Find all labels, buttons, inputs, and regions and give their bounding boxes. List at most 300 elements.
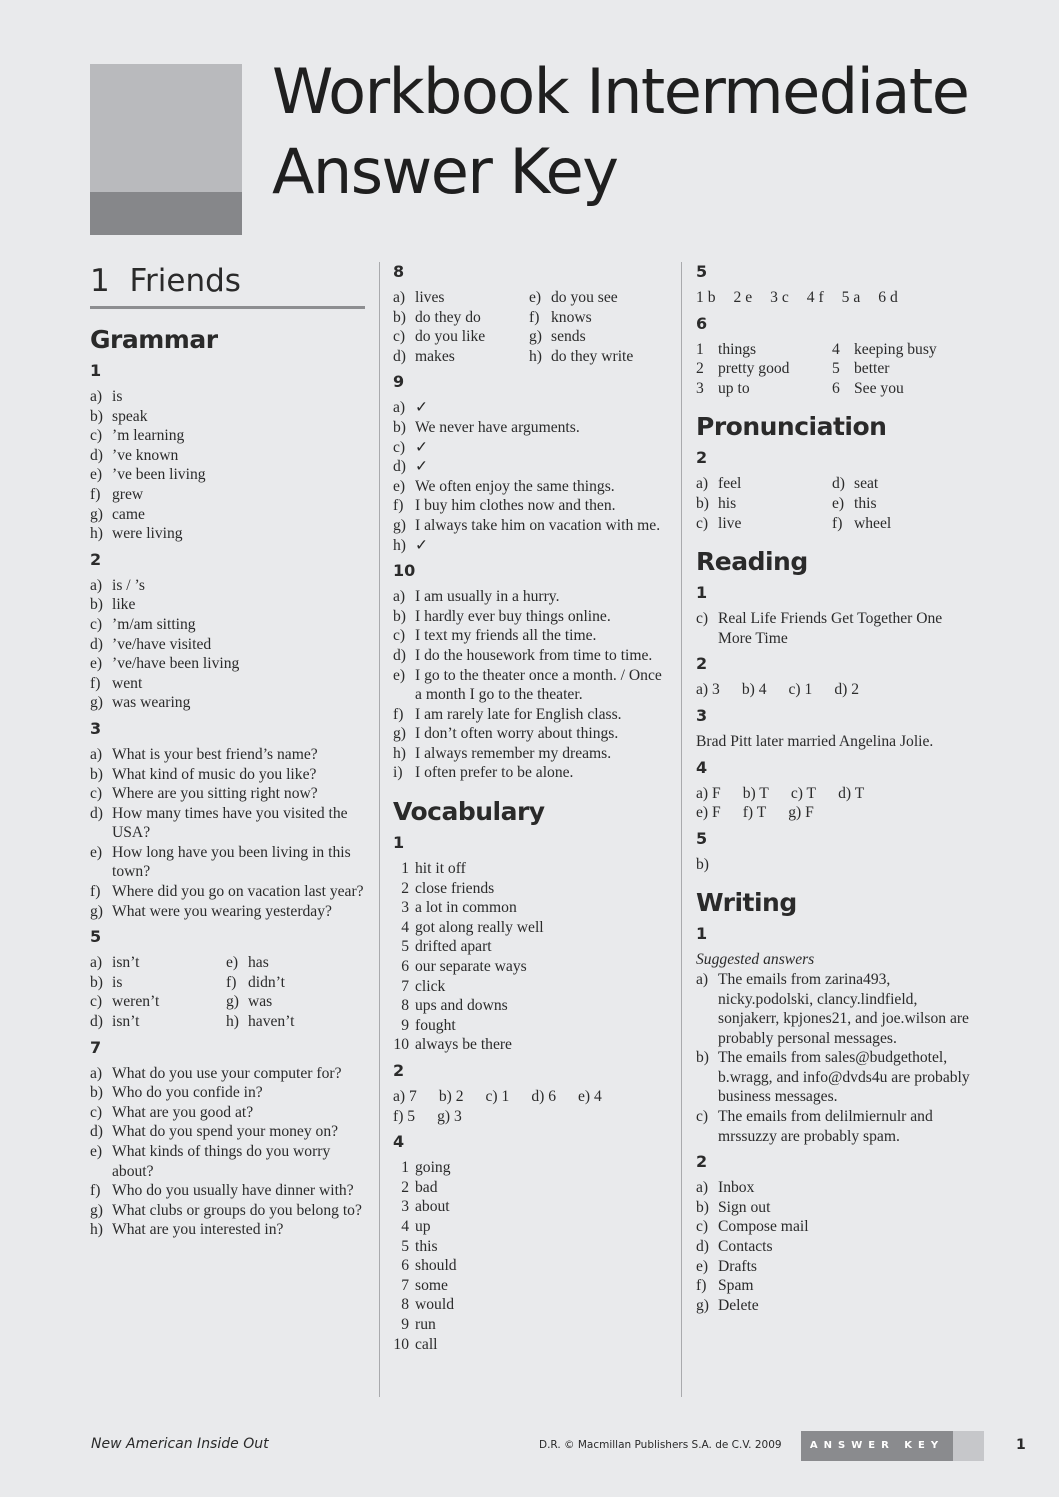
answer-item <box>393 626 671 646</box>
answer-item <box>90 992 226 1012</box>
exercise-number: 2 <box>696 654 708 674</box>
answer-text: ✓ <box>415 399 429 417</box>
answer-item <box>90 745 365 765</box>
answer-text: this <box>415 1237 438 1255</box>
answer-item <box>90 387 365 407</box>
exercise-number: 2 <box>696 448 708 468</box>
answer-label: d) <box>90 804 103 822</box>
answer-label: b) <box>90 596 103 614</box>
section-heading-writing: Writing <box>696 888 797 918</box>
answer-item <box>90 765 365 785</box>
answer-item <box>696 474 832 494</box>
answer-item <box>696 1178 976 1198</box>
answer-item <box>90 615 365 635</box>
answer-text: live <box>718 514 742 532</box>
answer-label: d) <box>90 635 103 653</box>
answer-list <box>696 1178 976 1315</box>
answer-item <box>393 763 671 783</box>
answer-item <box>393 996 671 1016</box>
answer-text: do they do <box>415 308 481 326</box>
answer-text: were living <box>112 525 183 543</box>
answer-text: What kind of music do you like? <box>112 765 317 783</box>
answer-item <box>529 327 671 347</box>
answer-item <box>696 359 832 379</box>
answer-rows <box>393 1087 671 1126</box>
answer-label: a) <box>90 388 103 405</box>
answer-text: lives <box>415 289 445 306</box>
answer-cell: c) T <box>790 784 817 802</box>
answer-label: e) <box>696 1257 709 1275</box>
answer-item <box>90 1122 365 1142</box>
answer-text: Who do you usually have dinner with? <box>112 1182 354 1200</box>
answer-label: a) <box>393 399 406 417</box>
answer-list <box>90 1064 365 1240</box>
answer-cell: e) 4 <box>578 1088 602 1105</box>
answer-cell: 1 b <box>696 289 716 306</box>
answer-item <box>393 666 671 705</box>
answer-text: I am usually in a hurry. <box>415 588 560 606</box>
answer-item <box>90 1181 365 1201</box>
answer-text: speak <box>112 407 148 425</box>
answer-item <box>393 898 671 918</box>
answer-item <box>696 1296 976 1316</box>
answer-list <box>393 398 671 555</box>
answer-list <box>393 859 671 1055</box>
exercise-number: 10 <box>393 561 416 581</box>
answer-text: The emails from sales@budgethotel, b.wragg, and info@dvds4u are probably business messages. <box>718 1049 970 1106</box>
answer-label: c) <box>696 1108 709 1126</box>
answer-text: this <box>854 494 877 512</box>
answer-cell: a) 3 <box>696 681 720 699</box>
exercise-number: 5 <box>696 262 708 281</box>
answer-item <box>393 477 671 497</box>
answer-item <box>90 505 365 525</box>
answer-label: d) <box>696 1238 709 1256</box>
answer-label: f) <box>529 308 540 326</box>
answer-label: b) <box>90 407 103 425</box>
answer-text: going <box>415 1159 451 1177</box>
answer-rows <box>696 680 976 700</box>
answer-item <box>832 379 976 399</box>
answer-item <box>393 918 671 938</box>
answer-text: See you <box>854 379 904 397</box>
answer-label: b) <box>696 1198 709 1216</box>
answer-text: What were you wearing yesterday? <box>112 902 332 920</box>
answer-item <box>393 308 529 328</box>
answer-item <box>393 1237 671 1257</box>
answer-row <box>696 288 976 308</box>
exercise-number: 9 <box>393 372 405 392</box>
answer-text: should <box>415 1257 457 1275</box>
answer-item <box>393 705 671 725</box>
answer-item <box>832 359 976 379</box>
answer-label: 5 <box>401 1237 409 1255</box>
answer-item <box>393 646 671 666</box>
answer-label: h) <box>90 1221 103 1239</box>
exercise-number: 8 <box>393 262 405 281</box>
answer-item <box>90 882 365 902</box>
answer-label: 6 <box>401 958 409 976</box>
answer-text: a lot in common <box>415 899 517 917</box>
answer-text: went <box>112 674 143 692</box>
exercise-number: 4 <box>696 757 708 777</box>
answer-label: f) <box>90 883 101 901</box>
answer-label: d) <box>393 347 406 365</box>
answer-item <box>393 457 671 477</box>
answer-item <box>393 398 671 418</box>
answer-text: weren’t <box>112 993 160 1011</box>
answer-label: 3 <box>401 899 409 917</box>
answer-text: Brad Pitt later married Angelina Jolie. <box>696 732 934 750</box>
answer-text: I go to the theater once a month. / Once a month I go to the theater. <box>415 666 662 704</box>
answer-label: 1 <box>696 340 704 358</box>
answer-label: 2 <box>401 1178 409 1196</box>
answer-item <box>393 977 671 997</box>
column-2 <box>393 262 671 1354</box>
answer-text: came <box>112 505 145 523</box>
answer-text: our separate ways <box>415 958 527 976</box>
answer-cell: g) 3 <box>437 1107 462 1125</box>
answer-label: 8 <box>401 1296 409 1314</box>
answer-text: haven’t <box>248 1013 295 1031</box>
answer-label: a) <box>90 745 103 763</box>
answer-text: ’ve/have been living <box>112 655 240 673</box>
header-color-block <box>90 64 242 235</box>
answer-text: is / ’s <box>112 576 145 594</box>
answer-label: d) <box>90 1123 103 1141</box>
answer-label: e) <box>90 1143 103 1160</box>
answer-list <box>90 745 365 921</box>
answer-text: Real Life Friends Get Together One More Time <box>718 610 943 647</box>
answer-item <box>696 1276 976 1296</box>
answer-item <box>393 879 671 899</box>
answer-text: ’ve/have visited <box>112 635 212 653</box>
answer-label: 4 <box>832 340 840 358</box>
answer-text: Delete <box>718 1296 759 1314</box>
answer-list <box>393 587 671 783</box>
answer-item <box>393 288 529 308</box>
answer-label: b) <box>90 765 103 783</box>
answer-text: wheel <box>854 514 892 532</box>
answer-text: do they write <box>551 347 634 365</box>
answer-label: b) <box>90 973 103 991</box>
answer-label: h) <box>393 744 406 762</box>
answer-label: g) <box>90 505 103 523</box>
answer-item <box>90 426 365 446</box>
answer-item <box>90 1220 365 1240</box>
answer-label: 6 <box>401 1257 409 1275</box>
answer-cell: d) T <box>838 784 865 802</box>
answer-text: ’ve known <box>112 446 179 464</box>
answer-label: c) <box>90 785 103 803</box>
answer-text: How many times have you visited the USA? <box>112 804 348 842</box>
answer-label: c) <box>90 1103 103 1121</box>
answer-text: Drafts <box>718 1257 757 1275</box>
answer-text: ’m learning <box>112 427 185 445</box>
answer-item <box>90 1064 365 1084</box>
answer-label: b) <box>696 1049 709 1067</box>
answer-text: drifted apart <box>415 938 492 956</box>
answer-label: a) <box>90 576 103 594</box>
answer-item <box>393 1217 671 1237</box>
column-3 <box>696 262 976 1315</box>
answer-text: pretty good <box>718 360 790 378</box>
answer-item <box>90 1083 365 1103</box>
answer-text: What kinds of things do you worry about? <box>112 1143 331 1180</box>
answer-text: up <box>415 1217 431 1235</box>
answer-text: his <box>718 494 737 512</box>
page-title <box>272 52 968 212</box>
answer-text: has <box>248 954 269 972</box>
answer-text: Where did you go on vacation last year? <box>112 883 364 901</box>
exercise-number: 2 <box>696 1152 708 1172</box>
answer-text: isn’t <box>112 1013 140 1031</box>
answer-item <box>393 1315 671 1335</box>
column-divider <box>379 262 380 1397</box>
answer-label: g) <box>529 328 542 346</box>
answer-text: ✓ <box>415 536 429 554</box>
answer-item <box>90 595 365 615</box>
answer-grid <box>696 474 976 533</box>
answer-text: bad <box>415 1178 438 1196</box>
exercise-number: 1 <box>90 361 102 380</box>
answer-list <box>90 387 365 544</box>
answer-item <box>226 1012 365 1032</box>
answer-label: b) <box>393 308 406 326</box>
answer-label: c) <box>393 438 406 456</box>
exercise-number: 1 <box>393 833 405 853</box>
answer-text: I don’t often worry about things. <box>415 725 619 743</box>
answer-text: like <box>112 596 136 614</box>
answer-item <box>90 902 365 922</box>
title-line-2: Answer Key <box>272 135 618 208</box>
answer-row <box>393 1107 671 1127</box>
answer-label: g) <box>696 1296 709 1314</box>
answer-label: h) <box>226 1013 239 1031</box>
answer-text: didn’t <box>248 973 285 991</box>
exercise-number: 3 <box>696 705 708 725</box>
answer-text: feel <box>718 475 742 493</box>
answer-cell: 5 a <box>841 289 861 306</box>
answer-item <box>90 843 365 882</box>
section-heading-reading: Reading <box>696 547 808 577</box>
answer-item <box>696 379 832 399</box>
answer-label: c) <box>90 993 103 1011</box>
answer-item <box>393 438 671 458</box>
answer-item <box>529 308 671 328</box>
footer-answer-key-tab: ANSWER KEY <box>801 1431 953 1461</box>
answer-label: f) <box>393 497 404 515</box>
answer-item <box>696 1198 976 1218</box>
answer-item <box>393 516 671 536</box>
section-heading-pronunciation: Pronunciation <box>696 412 887 442</box>
answer-label: e) <box>226 954 239 972</box>
answer-label: f) <box>226 973 237 991</box>
answer-item <box>696 609 976 648</box>
answer-cell: 3 c <box>770 289 789 306</box>
answer-item <box>529 347 671 367</box>
answer-item <box>832 514 976 534</box>
exercise-number: 1 <box>696 924 708 944</box>
answer-text: knows <box>551 308 592 326</box>
answer-label: c) <box>90 615 103 633</box>
answer-item <box>393 744 671 764</box>
answer-text: ups and downs <box>415 997 508 1015</box>
answer-label: 8 <box>401 997 409 1015</box>
answer-label: e) <box>90 466 103 484</box>
answer-text: ✓ <box>415 458 429 476</box>
answer-label: a) <box>696 970 709 988</box>
answer-label: c) <box>393 627 406 645</box>
section-heading-grammar: Grammar <box>90 325 218 354</box>
answer-cell: g) F <box>788 804 814 822</box>
answer-text: up to <box>718 379 750 397</box>
answer-label: 2 <box>696 360 704 378</box>
exercise-number: 7 <box>90 1037 102 1057</box>
answer-label: 1 <box>401 860 409 878</box>
answer-row <box>393 1087 671 1107</box>
answer-item <box>696 494 832 514</box>
answer-item <box>696 1237 976 1257</box>
answer-label: d) <box>832 475 845 493</box>
answer-list <box>696 970 976 1146</box>
answer-item <box>393 1178 671 1198</box>
answer-label: a) <box>696 475 709 493</box>
answer-item <box>226 973 365 993</box>
answer-label: c) <box>696 610 709 628</box>
answer-label: e) <box>529 289 542 306</box>
answer-item <box>393 937 671 957</box>
answer-item <box>832 340 976 360</box>
answer-text: is <box>112 388 123 405</box>
answer-text: makes <box>415 347 455 365</box>
answer-item <box>393 957 671 977</box>
answer-label: 4 <box>401 918 409 936</box>
answer-item <box>393 587 671 607</box>
answer-label: a) <box>90 954 103 972</box>
answer-item <box>90 446 365 466</box>
answer-text: about <box>415 1198 450 1216</box>
answer-text: Contacts <box>718 1238 773 1256</box>
answer-grid <box>696 340 976 399</box>
exercise-number: 2 <box>90 549 102 569</box>
answer-text: Who do you confide in? <box>112 1084 263 1102</box>
answer-label: 3 <box>696 379 704 397</box>
answer-cell: b) 4 <box>741 681 767 699</box>
answer-item <box>226 992 365 1012</box>
answer-item <box>696 340 832 360</box>
footer-tab-accent <box>953 1431 984 1461</box>
answer-label: 2 <box>401 879 409 897</box>
answer-item <box>393 418 671 438</box>
answer-grid <box>90 953 365 1031</box>
answer-cell: 6 d <box>878 289 898 306</box>
answer-label: e) <box>832 494 845 512</box>
answer-item <box>393 496 671 516</box>
answer-item <box>393 536 671 556</box>
answer-item <box>393 327 529 347</box>
answer-label: f) <box>393 705 404 723</box>
answer-item <box>696 514 832 534</box>
answer-label: 1 <box>401 1159 409 1177</box>
answer-label: a) <box>393 588 406 606</box>
answer-text: hit it off <box>415 860 466 878</box>
answer-text: I hardly ever buy things online. <box>415 607 611 625</box>
unit-heading <box>90 262 365 309</box>
answer-label: 5 <box>401 938 409 956</box>
answer-label: d) <box>393 646 406 664</box>
unit-title: Friends <box>129 263 241 299</box>
answer-text: always be there <box>415 1036 512 1054</box>
column-1 <box>90 262 365 1240</box>
answer-list <box>393 1158 671 1354</box>
answer-item <box>90 804 365 843</box>
answer-label: 9 <box>401 1016 409 1034</box>
exercise-number: 3 <box>90 718 102 738</box>
answer-item <box>90 524 365 544</box>
answer-text: Compose mail <box>718 1218 809 1236</box>
answer-label: f) <box>90 485 101 503</box>
answer-cell: c) 1 <box>485 1088 510 1105</box>
answer-text: We never have arguments. <box>415 418 580 436</box>
answer-text: What is your best friend’s name? <box>112 745 318 763</box>
exercise-number: 5 <box>696 828 708 848</box>
answer-label: g) <box>226 993 239 1011</box>
answer-label: f) <box>90 674 101 692</box>
answer-text: What are you interested in? <box>112 1221 284 1239</box>
answer-item <box>393 859 671 879</box>
answer-cell: c) 1 <box>788 681 813 699</box>
answer-item <box>90 485 365 505</box>
answer-text: Spam <box>718 1277 754 1295</box>
answer-label: g) <box>393 725 406 743</box>
answer-text: keeping busy <box>854 340 937 358</box>
answer-label: c) <box>90 427 103 445</box>
answer-label: a) <box>696 1179 709 1197</box>
answer-text: got along really well <box>415 918 544 936</box>
answer-text: do you like <box>415 328 486 346</box>
answer-text: was wearing <box>112 694 191 712</box>
answer-item <box>90 654 365 674</box>
answer-text: I always remember my dreams. <box>415 744 612 762</box>
exercise-number: 1 <box>696 583 708 603</box>
answer-item <box>393 1158 671 1178</box>
answer-text: seat <box>854 475 879 493</box>
answer-text: ✓ <box>415 438 429 456</box>
answer-text: call <box>415 1335 438 1353</box>
answer-label: b) <box>90 1084 103 1102</box>
answer-label: a) <box>393 289 406 306</box>
answer-text: I buy him clothes now and then. <box>415 497 616 515</box>
answer-item <box>393 724 671 744</box>
answer-item <box>832 474 976 494</box>
answer-cell: b) 2 <box>438 1088 464 1105</box>
answer-cell: a) 7 <box>393 1088 417 1105</box>
answer-grid <box>393 288 671 366</box>
answer-text: some <box>415 1276 448 1294</box>
answer-label: c) <box>393 328 406 346</box>
answer-text: What do you use your computer for? <box>112 1064 342 1082</box>
answer-item <box>393 607 671 627</box>
exercise-number: 4 <box>393 1132 405 1152</box>
answer-row <box>696 680 976 700</box>
answer-text: What do you spend your money on? <box>112 1123 339 1141</box>
answer-label: h) <box>90 525 103 543</box>
answer-item <box>90 693 365 713</box>
answer-item <box>696 1257 976 1277</box>
answer-text: sends <box>551 328 586 346</box>
answer-item <box>90 635 365 655</box>
